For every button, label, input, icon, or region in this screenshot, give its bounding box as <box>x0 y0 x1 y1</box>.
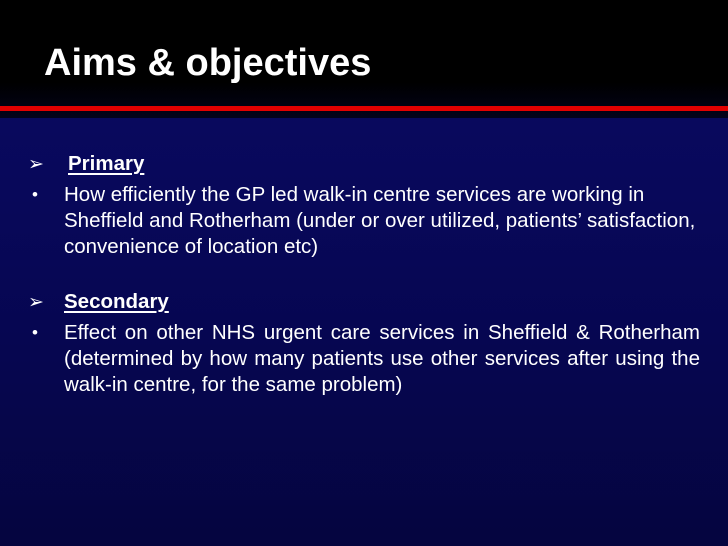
arrowhead-right-icon: ➢ <box>28 291 44 313</box>
arrowhead-right-icon: ➢ <box>28 153 44 175</box>
secondary-bullet <box>28 320 700 398</box>
secondary-bullet-text: Effect on other NHS urgent care services in Sheffield & Rotherham (determined by how many patients use other services after using the walk-in centre, for the same problem) <box>64 321 700 396</box>
slide-content <box>28 150 700 398</box>
title-divider <box>0 106 728 111</box>
primary-heading-label: Primary <box>68 152 145 175</box>
slide-title: Aims & objectives <box>44 42 372 84</box>
bullet-dot-icon: • <box>32 323 38 342</box>
secondary-heading <box>28 288 700 316</box>
primary-heading <box>28 150 700 178</box>
bullet-dot-icon: • <box>32 185 38 204</box>
primary-bullet-text: How efficiently the GP led walk-in centre services are working in Sheffield and Rotherham (under or over utilized, patients’ satisfaction, convenience of location etc) <box>64 183 696 258</box>
primary-bullet <box>28 182 700 260</box>
secondary-heading-label: Secondary <box>64 290 169 313</box>
section-spacer <box>28 260 700 288</box>
